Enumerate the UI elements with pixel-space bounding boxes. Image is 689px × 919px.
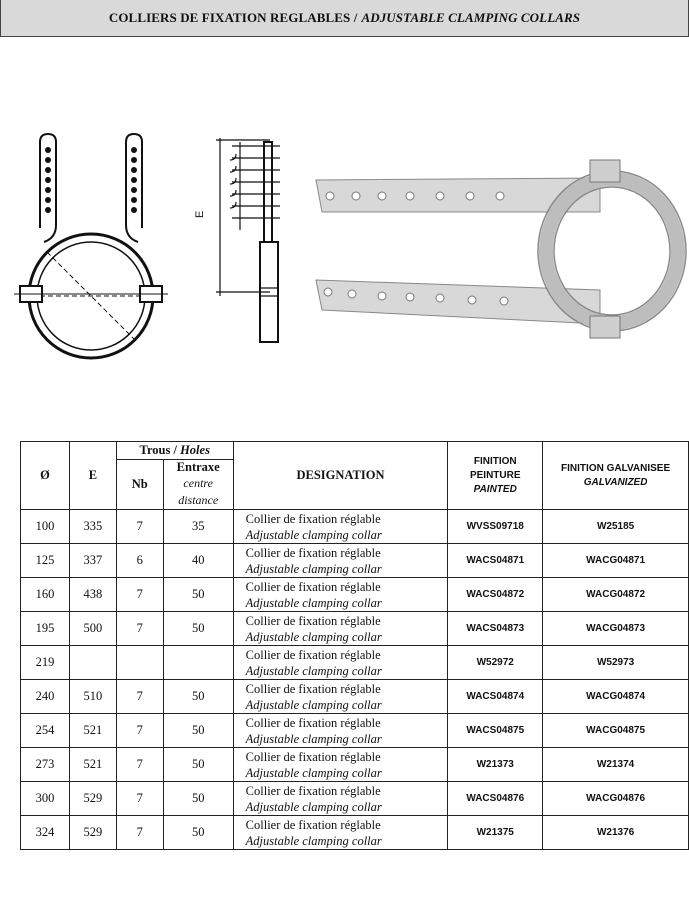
cell-designation [233,612,448,646]
designation-fr: Collier de fixation réglable [245,681,381,696]
cell-e: 529 [69,782,116,816]
cell-holes-spacing: 50 [163,782,233,816]
designation-fr: Collier de fixation réglable [245,511,381,526]
designation-en: Adjustable clamping collar [245,629,382,644]
table-row [21,578,689,612]
cell-e: 521 [69,714,116,748]
designation-fr: Collier de fixation réglable [245,545,381,560]
cell-designation [233,544,448,578]
cell-holes-spacing: 50 [163,578,233,612]
product-drawings [0,120,689,360]
title-en: ADJUSTABLE CLAMPING COLLARS [361,10,581,25]
cell-diameter: 254 [21,714,70,748]
cell-holes-spacing: 50 [163,612,233,646]
cell-e: 521 [69,748,116,782]
col-header-e: E [69,442,116,510]
designation-en: Adjustable clamping collar [245,527,382,542]
cell-diameter: 240 [21,680,70,714]
cell-holes-nb: 7 [116,816,163,850]
cell-holes-nb: 7 [116,612,163,646]
cell-e: 500 [69,612,116,646]
page-header [0,0,689,37]
cell-galvanized-code: W21374 [543,748,689,782]
cell-diameter: 160 [21,578,70,612]
designation-fr: Collier de fixation réglable [245,749,381,764]
cell-holes-spacing: 50 [163,680,233,714]
cell-galvanized-code: WACG04875 [543,714,689,748]
cell-painted-code: WACS04874 [448,680,543,714]
specification-table [20,441,689,850]
cell-holes-nb: 7 [116,748,163,782]
cell-painted-code: W21375 [448,816,543,850]
table-row [21,816,689,850]
cell-painted-code: WVSS09718 [448,510,543,544]
cell-designation [233,680,448,714]
cell-holes-nb: 7 [116,782,163,816]
table-row [21,714,689,748]
cell-designation [233,782,448,816]
cell-galvanized-code: WACG04873 [543,612,689,646]
cell-painted-code: W52972 [448,646,543,680]
col-header-painted: FINITION PEINTURE PAINTED [448,442,543,510]
table-row [21,782,689,816]
title-fr: COLLIERS DE FIXATION REGLABLES / [108,10,358,25]
col-header-designation: DESIGNATION [233,442,448,510]
front-view-holes [45,147,137,213]
col-header-galvanized: FINITION GALVANISEE GALVANIZED [543,442,689,510]
cell-diameter: 195 [21,612,70,646]
table-row [21,510,689,544]
designation-en: Adjustable clamping collar [245,697,382,712]
table-row [21,544,689,578]
cell-painted-code: W21373 [448,748,543,782]
cell-galvanized-code: WACG04871 [543,544,689,578]
cell-diameter: 273 [21,748,70,782]
dimension-label-e: E [194,210,206,218]
cell-galvanized-code: WACG04876 [543,782,689,816]
cell-painted-code: WACS04876 [448,782,543,816]
cell-holes-nb: 7 [116,714,163,748]
cell-holes-nb: 6 [116,544,163,578]
designation-en: Adjustable clamping collar [245,595,382,610]
cell-galvanized-code: W25185 [543,510,689,544]
cell-holes-spacing: 50 [163,816,233,850]
cell-painted-code: WACS04873 [448,612,543,646]
table-row [21,646,689,680]
cell-designation [233,714,448,748]
cell-designation [233,646,448,680]
cell-holes-spacing [163,646,233,680]
cell-holes-spacing: 50 [163,714,233,748]
designation-fr: Collier de fixation réglable [245,579,381,594]
cell-diameter: 100 [21,510,70,544]
cell-designation [233,510,448,544]
designation-fr: Collier de fixation réglable [245,613,381,628]
cell-diameter: 219 [21,646,70,680]
designation-en: Adjustable clamping collar [245,663,382,678]
cell-e [69,646,116,680]
cell-galvanized-code: WACG04872 [543,578,689,612]
cell-painted-code: WACS04872 [448,578,543,612]
side-view-drawing [216,138,280,342]
front-view-drawing [14,134,168,358]
cell-galvanized-code: W52973 [543,646,689,680]
cell-galvanized-code: WACG04874 [543,680,689,714]
cell-e: 337 [69,544,116,578]
cell-holes-spacing: 50 [163,748,233,782]
cell-designation [233,748,448,782]
designation-en: Adjustable clamping collar [245,799,382,814]
col-header-diameter: Ø [21,442,70,510]
cell-galvanized-code: W21376 [543,816,689,850]
cell-holes-nb [116,646,163,680]
designation-en: Adjustable clamping collar [245,731,382,746]
table-row [21,612,689,646]
cell-e: 335 [69,510,116,544]
collar-render [316,160,686,338]
designation-en: Adjustable clamping collar [245,561,382,576]
designation-en: Adjustable clamping collar [245,765,382,780]
designation-fr: Collier de fixation réglable [245,715,381,730]
cell-holes-spacing: 40 [163,544,233,578]
designation-fr: Collier de fixation réglable [245,647,381,662]
cell-designation [233,816,448,850]
col-header-holes: Trous / Holes [116,442,233,460]
table-row [21,748,689,782]
cell-diameter: 125 [21,544,70,578]
cell-diameter: 300 [21,782,70,816]
cell-holes-nb: 7 [116,578,163,612]
designation-fr: Collier de fixation réglable [245,783,381,798]
cell-holes-spacing: 35 [163,510,233,544]
table-row [21,680,689,714]
col-header-spacing: Entraxe centre distance [163,460,233,510]
cell-painted-code: WACS04871 [448,544,543,578]
cell-e: 529 [69,816,116,850]
designation-en: Adjustable clamping collar [245,833,382,848]
cell-painted-code: WACS04875 [448,714,543,748]
cell-holes-nb: 7 [116,680,163,714]
designation-fr: Collier de fixation réglable [245,817,381,832]
cell-diameter: 324 [21,816,70,850]
cell-e: 438 [69,578,116,612]
cell-e: 510 [69,680,116,714]
col-header-nb: Nb [116,460,163,510]
cell-holes-nb: 7 [116,510,163,544]
cell-designation [233,578,448,612]
